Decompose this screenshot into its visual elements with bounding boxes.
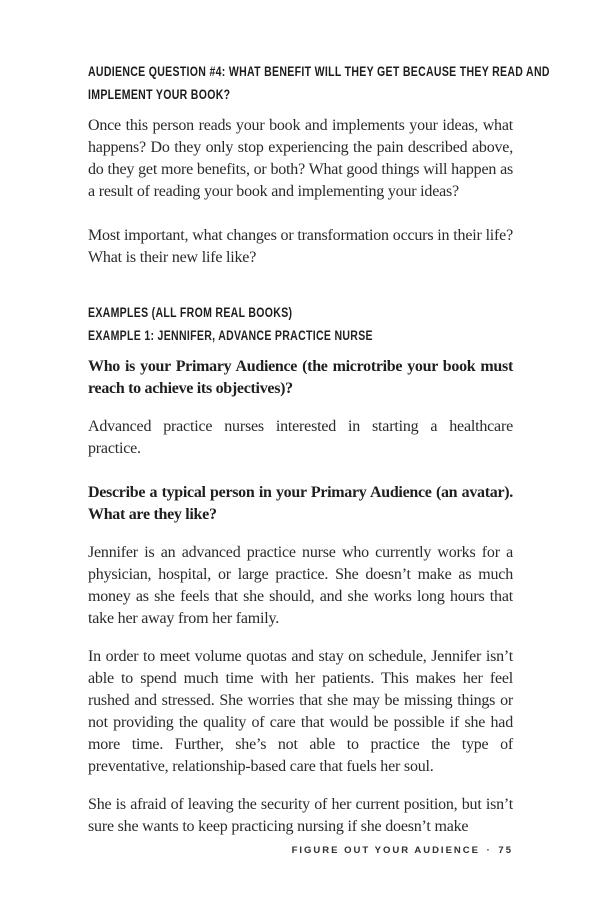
example-answer-primary-audience: Advanced practice nurses interested in starting a healthcare practice. <box>88 418 513 457</box>
audience-question-heading-line1: AUDIENCE QUESTION #4: WHAT BENEFIT WILL THEY GET BECAUSE THEY READ AND <box>88 64 550 79</box>
audience-question-heading-line2: IMPLEMENT YOUR BOOK? <box>88 87 231 102</box>
example-answer-avatar-paragraph-1: Jennifer is an advanced practice nurse who currently works for a physician, hospital, or large practice. She doesn’t make as much money as she feels that she should, and she works long hours that take her away from her family. <box>88 544 513 627</box>
page-footer <box>292 845 513 856</box>
running-head: FIGURE OUT YOUR AUDIENCE <box>291 845 480 856</box>
page-number: 75 <box>498 845 513 856</box>
examples-heading: EXAMPLES (ALL FROM REAL BOOKS) <box>88 305 293 320</box>
example-answer-avatar-paragraph-2: In order to meet volume quotas and stay on schedule, Jennifer isn’t able to spend much time with her patients. This makes her feel rushed and stressed. She worries that she may be missing things or not providing the quality of care that would be possible if she had more time. Further, she’s not able to practice the type of preventative, relationship-based care that fuels her soul. <box>88 648 513 775</box>
example-answer-avatar-paragraph-3: She is afraid of leaving the security of her current position, but isn’t sure she wants to keep practicing nursing if she doesn’t make <box>88 796 513 835</box>
example-1-subheading: EXAMPLE 1: JENNIFER, ADVANCE PRACTICE NURSE <box>88 328 373 343</box>
examples-heading-block <box>88 301 513 347</box>
audience-question-paragraph-2: Most important, what changes or transformation occurs in their life? What is their new life like? <box>88 227 513 266</box>
example-question-avatar: Describe a typical person in your Primary Audience (an avatar). What are they like? <box>88 484 513 523</box>
audience-question-paragraph-1: Once this person reads your book and implements your ideas, what happens? Do they only stop experiencing the pain described above, do they get more benefits, or both? What good things will happen as a result of reading your book and implementing your ideas? <box>88 117 513 200</box>
example-question-primary-audience: Who is your Primary Audience (the microtribe your book must reach to achieve its objectives)? <box>88 358 513 397</box>
footer-separator: · <box>486 845 492 856</box>
audience-question-heading <box>88 60 550 106</box>
